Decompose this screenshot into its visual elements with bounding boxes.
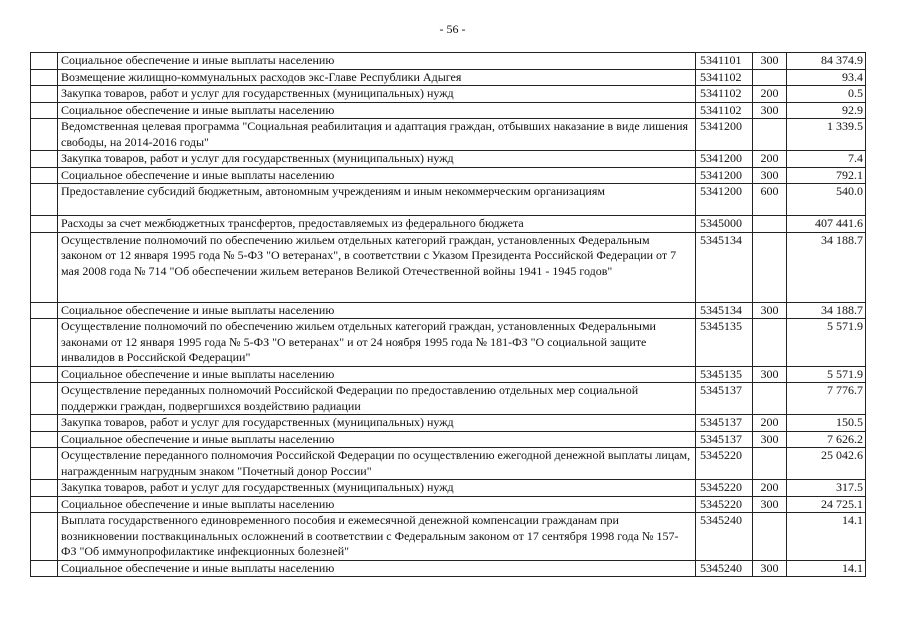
row-code-cell: 5345134 <box>696 232 753 302</box>
row-indent-cell <box>31 448 58 480</box>
row-expense-type-cell <box>753 232 787 302</box>
row-expense-type-cell <box>753 319 787 367</box>
row-indent-cell <box>31 319 58 367</box>
row-amount-cell: 24 725.1 <box>787 496 866 513</box>
row-code-cell: 5341102 <box>696 69 753 86</box>
row-name-cell: Ведомственная целевая программа "Социальная реабилитация и адаптация граждан, отбывших наказание в виде лишения свободы, на 2014-2016 годы" <box>58 119 696 151</box>
row-name-cell: Закупка товаров, работ и услуг для государственных (муниципальных) нужд <box>58 151 696 168</box>
table-row <box>31 513 866 561</box>
row-expense-type-cell: 300 <box>753 167 787 184</box>
table-row <box>31 448 866 480</box>
table-row <box>31 184 866 216</box>
row-code-cell: 5341102 <box>696 86 753 103</box>
row-name-cell: Осуществление переданных полномочий Российской Федерации по предоставлению отдельных мер социальной поддержки граждан, подвергшихся воздействию радиации <box>58 383 696 415</box>
row-name-cell: Закупка товаров, работ и услуг для государственных (муниципальных) нужд <box>58 86 696 103</box>
table-row <box>31 319 866 367</box>
table-row <box>31 69 866 86</box>
row-amount-cell: 0.5 <box>787 86 866 103</box>
row-code-cell: 5345134 <box>696 302 753 319</box>
row-indent-cell <box>31 86 58 103</box>
row-name-cell: Предоставление субсидий бюджетным, автономным учреждениям и иным некоммерческим организациям <box>58 184 696 216</box>
row-code-cell: 5341102 <box>696 102 753 119</box>
row-code-cell: 5345240 <box>696 513 753 561</box>
row-code-cell: 5345135 <box>696 366 753 383</box>
row-indent-cell <box>31 366 58 383</box>
table-row <box>31 119 866 151</box>
row-amount-cell: 92.9 <box>787 102 866 119</box>
row-amount-cell: 14.1 <box>787 513 866 561</box>
row-code-cell: 5345240 <box>696 560 753 577</box>
row-expense-type-cell <box>753 119 787 151</box>
row-expense-type-cell <box>753 448 787 480</box>
row-indent-cell <box>31 383 58 415</box>
table-row <box>31 480 866 497</box>
row-amount-cell: 5 571.9 <box>787 366 866 383</box>
table-row <box>31 496 866 513</box>
table-row <box>31 431 866 448</box>
row-indent-cell <box>31 415 58 432</box>
row-name-cell: Социальное обеспечение и иные выплаты населению <box>58 167 696 184</box>
row-code-cell: 5341200 <box>696 151 753 168</box>
row-amount-cell: 14.1 <box>787 560 866 577</box>
row-name-cell: Осуществление переданного полномочия Российской Федерации по осуществлению ежегодной денежной выплаты лицам, награжденным нагрудным знаком "Почетный донор России" <box>58 448 696 480</box>
budget-table-body <box>31 53 866 577</box>
row-amount-cell: 150.5 <box>787 415 866 432</box>
table-row <box>31 216 866 233</box>
row-indent-cell <box>31 513 58 561</box>
row-expense-type-cell: 300 <box>753 102 787 119</box>
row-code-cell: 5345135 <box>696 319 753 367</box>
row-name-cell: Социальное обеспечение и иные выплаты населению <box>58 102 696 119</box>
row-indent-cell <box>31 302 58 319</box>
row-code-cell: 5341200 <box>696 167 753 184</box>
row-amount-cell: 7 626.2 <box>787 431 866 448</box>
row-indent-cell <box>31 69 58 86</box>
row-expense-type-cell <box>753 69 787 86</box>
row-expense-type-cell <box>753 383 787 415</box>
row-name-cell: Социальное обеспечение и иные выплаты населению <box>58 53 696 70</box>
row-name-cell: Закупка товаров, работ и услуг для государственных (муниципальных) нужд <box>58 415 696 432</box>
row-amount-cell: 25 042.6 <box>787 448 866 480</box>
row-name-cell: Социальное обеспечение и иные выплаты населению <box>58 431 696 448</box>
row-amount-cell: 317.5 <box>787 480 866 497</box>
row-name-cell: Социальное обеспечение и иные выплаты населению <box>58 560 696 577</box>
row-amount-cell: 93.4 <box>787 69 866 86</box>
row-indent-cell <box>31 167 58 184</box>
row-amount-cell: 34 188.7 <box>787 232 866 302</box>
row-amount-cell: 407 441.6 <box>787 216 866 233</box>
row-expense-type-cell: 300 <box>753 302 787 319</box>
table-row <box>31 167 866 184</box>
row-expense-type-cell: 300 <box>753 53 787 70</box>
row-code-cell: 5341200 <box>696 119 753 151</box>
row-indent-cell <box>31 119 58 151</box>
table-row <box>31 383 866 415</box>
row-expense-type-cell: 300 <box>753 431 787 448</box>
row-expense-type-cell: 200 <box>753 86 787 103</box>
table-row <box>31 302 866 319</box>
row-code-cell: 5345137 <box>696 383 753 415</box>
row-code-cell: 5341101 <box>696 53 753 70</box>
row-indent-cell <box>31 431 58 448</box>
row-name-cell: Социальное обеспечение и иные выплаты населению <box>58 496 696 513</box>
row-indent-cell <box>31 216 58 233</box>
row-code-cell: 5345000 <box>696 216 753 233</box>
row-indent-cell <box>31 560 58 577</box>
row-name-cell: Расходы за счет межбюджетных трансфертов, предоставляемых из федерального бюджета <box>58 216 696 233</box>
row-code-cell: 5345220 <box>696 496 753 513</box>
row-expense-type-cell: 200 <box>753 151 787 168</box>
row-indent-cell <box>31 151 58 168</box>
page-number: - 56 - <box>439 22 466 36</box>
row-name-cell: Закупка товаров, работ и услуг для государственных (муниципальных) нужд <box>58 480 696 497</box>
row-expense-type-cell <box>753 513 787 561</box>
row-amount-cell: 1 339.5 <box>787 119 866 151</box>
row-amount-cell: 5 571.9 <box>787 319 866 367</box>
row-amount-cell: 540.0 <box>787 184 866 216</box>
row-name-cell: Осуществление полномочий по обеспечению жильем отдельных категорий граждан, установленных Федеральными законами от 12 января 1995 года № 5-ФЗ "О ветеранах" и от 24 ноября 1995 года № 181-ФЗ "О социальной защите инвалидов в Российской Федерации" <box>58 319 696 367</box>
row-name-cell: Возмещение жилищно-коммунальных расходов экс-Главе Республики Адыгея <box>58 69 696 86</box>
table-row <box>31 560 866 577</box>
row-name-cell: Осуществление полномочий по обеспечению жильем отдельных категорий граждан, установленных Федеральным законом от 12 января 1995 года № 5-ФЗ "О ветеранах", в соответствии с Указом Президента Российской Федерации от 7 мая 2008 года № 714 "Об обеспечении жильем ветеранов Великой Отечественной войны 1941 - 1945 годов" <box>58 232 696 302</box>
row-name-cell: Социальное обеспечение и иные выплаты населению <box>58 366 696 383</box>
table-row <box>31 415 866 432</box>
row-expense-type-cell: 300 <box>753 366 787 383</box>
row-indent-cell <box>31 102 58 119</box>
budget-table <box>30 52 866 577</box>
row-expense-type-cell: 200 <box>753 480 787 497</box>
row-code-cell: 5345220 <box>696 448 753 480</box>
row-expense-type-cell: 300 <box>753 496 787 513</box>
row-amount-cell: 34 188.7 <box>787 302 866 319</box>
row-code-cell: 5345220 <box>696 480 753 497</box>
row-indent-cell <box>31 480 58 497</box>
row-indent-cell <box>31 496 58 513</box>
row-amount-cell: 7 776.7 <box>787 383 866 415</box>
row-expense-type-cell: 200 <box>753 415 787 432</box>
row-amount-cell: 7.4 <box>787 151 866 168</box>
table-row <box>31 232 866 302</box>
table-row <box>31 102 866 119</box>
row-indent-cell <box>31 232 58 302</box>
row-indent-cell <box>31 184 58 216</box>
table-row <box>31 86 866 103</box>
row-expense-type-cell: 600 <box>753 184 787 216</box>
table-row <box>31 366 866 383</box>
row-code-cell: 5345137 <box>696 431 753 448</box>
row-name-cell: Социальное обеспечение и иные выплаты населению <box>58 302 696 319</box>
table-row <box>31 151 866 168</box>
row-code-cell: 5345137 <box>696 415 753 432</box>
table-row <box>31 53 866 70</box>
row-expense-type-cell: 300 <box>753 560 787 577</box>
row-code-cell: 5341200 <box>696 184 753 216</box>
row-indent-cell <box>31 53 58 70</box>
row-name-cell: Выплата государственного единовременного пособия и ежемесячной денежной компенсации гражданам при возникновении поствакцинальных осложнений в соответствии с Федеральным законом от 17 сентября 1998 года № 157-ФЗ "Об иммунопрофилактике инфекционных болезней" <box>58 513 696 561</box>
row-expense-type-cell <box>753 216 787 233</box>
row-amount-cell: 84 374.9 <box>787 53 866 70</box>
row-amount-cell: 792.1 <box>787 167 866 184</box>
